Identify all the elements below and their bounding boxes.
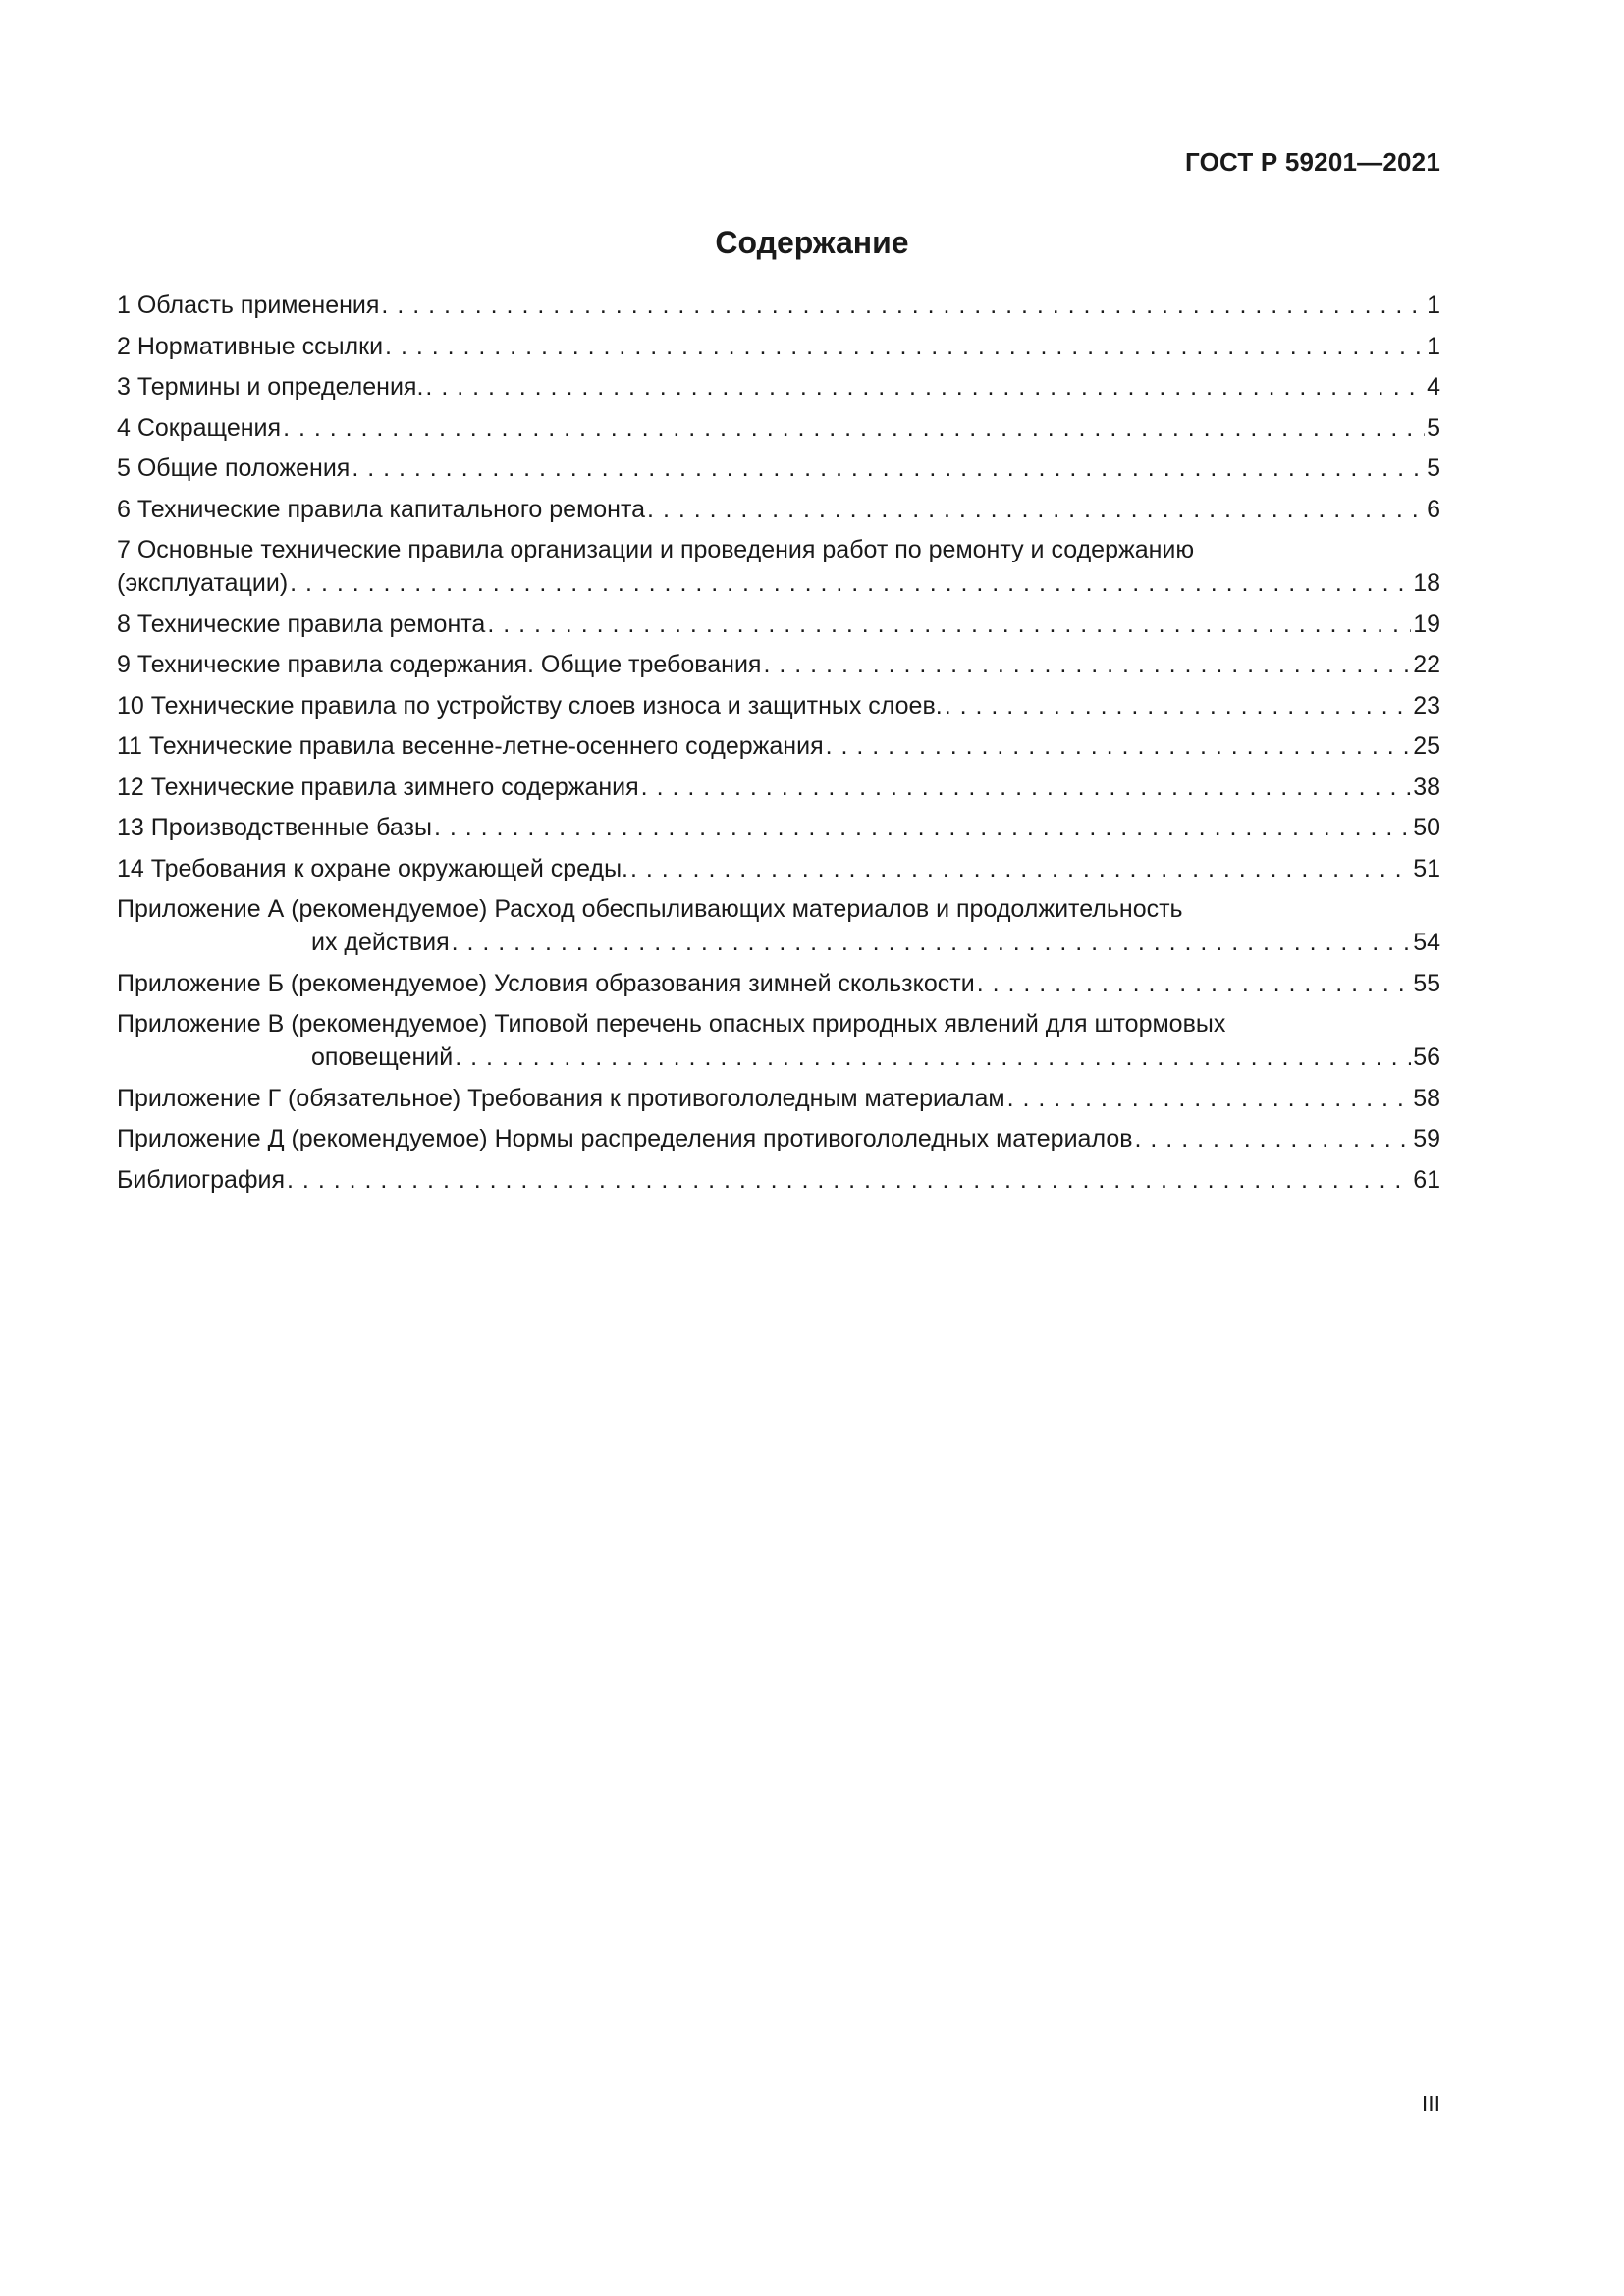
dot-leader bbox=[1135, 1122, 1412, 1155]
dot-leader bbox=[352, 452, 1425, 485]
toc-item-appendix-a[interactable] bbox=[117, 892, 1440, 959]
toc-item-page: 25 bbox=[1413, 732, 1440, 760]
dot-leader bbox=[287, 1163, 1411, 1197]
toc-item-seasonal-maintenance[interactable] bbox=[117, 729, 1440, 763]
dot-leader bbox=[283, 411, 1425, 445]
dot-leader bbox=[647, 493, 1425, 526]
toc-item-label: 11 Технические правила весенне-летне-осеннего содержания bbox=[117, 732, 824, 760]
toc-item-label: 2 Нормативные ссылки bbox=[117, 332, 384, 360]
toc-item-page: 1 bbox=[1427, 332, 1440, 360]
toc-item-page: 51 bbox=[1413, 854, 1440, 882]
toc-item-label: (эксплуатации) bbox=[117, 569, 289, 597]
toc-item-capital-repair-rules[interactable] bbox=[117, 493, 1440, 526]
toc-item-page: 38 bbox=[1413, 773, 1440, 801]
toc-item-maintenance-general[interactable] bbox=[117, 648, 1440, 681]
dot-leader bbox=[487, 608, 1411, 641]
toc-item-appendix-b[interactable] bbox=[117, 967, 1440, 1000]
toc-item-label: 3 Термины и определения. bbox=[117, 373, 424, 400]
toc-item-label: Приложение Б (рекомендуемое) Условия образования зимней скользкости bbox=[117, 969, 975, 997]
toc-item-label: их действия bbox=[311, 929, 450, 956]
toc-item-page: 22 bbox=[1413, 651, 1440, 678]
dot-leader bbox=[945, 689, 1412, 722]
toc-item-label: 12 Технические правила зимнего содержания bbox=[117, 773, 639, 801]
toc-item-page: 4 bbox=[1427, 373, 1440, 400]
toc-item-appendix-d[interactable] bbox=[117, 1122, 1440, 1155]
toc-item-scope[interactable] bbox=[117, 289, 1440, 322]
dot-leader bbox=[763, 648, 1411, 681]
toc-item-page: 58 bbox=[1413, 1084, 1440, 1112]
dot-leader bbox=[385, 330, 1425, 363]
toc-item-label: 8 Технические правила ремонта bbox=[117, 610, 486, 638]
toc-item-abbreviations[interactable] bbox=[117, 411, 1440, 445]
dot-leader bbox=[630, 852, 1411, 885]
toc-item-page: 6 bbox=[1427, 495, 1440, 523]
dot-leader bbox=[434, 811, 1411, 844]
toc-item-label: 14 Требования к охране окружающей среды. bbox=[117, 854, 628, 882]
toc-item-page: 61 bbox=[1413, 1165, 1440, 1194]
toc-item-organization-rules[interactable] bbox=[117, 533, 1440, 600]
toc-item-page: 5 bbox=[1427, 413, 1440, 442]
toc-item-page: 19 bbox=[1413, 610, 1440, 638]
toc-item-label-first-line: Приложение А (рекомендуемое) Расход обеспыливающих материалов и продолжительность bbox=[117, 895, 1183, 923]
toc-item-bibliography[interactable] bbox=[117, 1163, 1440, 1197]
toc-item-normative-references[interactable] bbox=[117, 330, 1440, 363]
page-number: III bbox=[1421, 2091, 1440, 2116]
toc-item-label: 5 Общие положения bbox=[117, 454, 351, 482]
toc-title: Содержание bbox=[715, 225, 909, 260]
toc-item-page: 50 bbox=[1413, 814, 1440, 841]
toc-item-label-first-line: 7 Основные технические правила организации и проведения работ по ремонту и содержанию bbox=[117, 536, 1195, 563]
dot-leader bbox=[977, 967, 1412, 1000]
dot-leader bbox=[826, 729, 1412, 763]
toc-item-production-bases[interactable] bbox=[117, 811, 1440, 844]
document-code: ГОСТ Р 59201—2021 bbox=[1185, 147, 1440, 177]
table-of-contents bbox=[117, 289, 1440, 1203]
toc-item-page: 59 bbox=[1413, 1125, 1440, 1152]
toc-item-label: Приложение Д (рекомендуемое) Нормы распределения противогололедных материалов bbox=[117, 1125, 1133, 1152]
dot-leader bbox=[290, 566, 1411, 600]
toc-item-page: 54 bbox=[1413, 929, 1440, 956]
toc-item-label-first-line: Приложение В (рекомендуемое) Типовой перечень опасных природных явлений для штормовых bbox=[117, 1010, 1226, 1038]
toc-item-label: 6 Технические правила капитального ремонта bbox=[117, 495, 646, 523]
toc-item-wear-layers[interactable] bbox=[117, 689, 1440, 722]
toc-item-repair-rules[interactable] bbox=[117, 608, 1440, 641]
dot-leader bbox=[455, 1041, 1411, 1074]
dot-leader bbox=[452, 926, 1412, 959]
toc-item-page: 55 bbox=[1413, 969, 1440, 997]
toc-item-winter-maintenance[interactable] bbox=[117, 771, 1440, 804]
toc-item-page: 18 bbox=[1413, 569, 1440, 597]
toc-item-page: 5 bbox=[1427, 454, 1440, 482]
toc-item-label: 13 Производственные базы bbox=[117, 814, 432, 841]
toc-item-label: 4 Сокращения bbox=[117, 413, 282, 442]
toc-item-label: Библиография bbox=[117, 1165, 286, 1194]
toc-item-general-provisions[interactable] bbox=[117, 452, 1440, 485]
dot-leader bbox=[425, 370, 1425, 403]
dot-leader bbox=[641, 771, 1412, 804]
toc-item-terms-definitions[interactable] bbox=[117, 370, 1440, 403]
toc-item-page: 1 bbox=[1427, 292, 1440, 319]
dot-leader bbox=[1007, 1082, 1412, 1115]
toc-item-appendix-v[interactable] bbox=[117, 1007, 1440, 1074]
toc-item-label: оповещений bbox=[311, 1043, 454, 1071]
toc-item-appendix-g[interactable] bbox=[117, 1082, 1440, 1115]
toc-item-label: 9 Технические правила содержания. Общие требования bbox=[117, 651, 762, 678]
dot-leader bbox=[381, 289, 1425, 322]
toc-item-page: 23 bbox=[1413, 691, 1440, 720]
toc-item-page: 56 bbox=[1413, 1043, 1440, 1071]
toc-item-environment[interactable] bbox=[117, 852, 1440, 885]
toc-item-label: 1 Область применения bbox=[117, 292, 380, 319]
toc-item-label: 10 Технические правила по устройству слоев износа и защитных слоев. bbox=[117, 691, 943, 720]
toc-item-label: Приложение Г (обязательное) Требования к противогололедным материалам bbox=[117, 1084, 1005, 1112]
